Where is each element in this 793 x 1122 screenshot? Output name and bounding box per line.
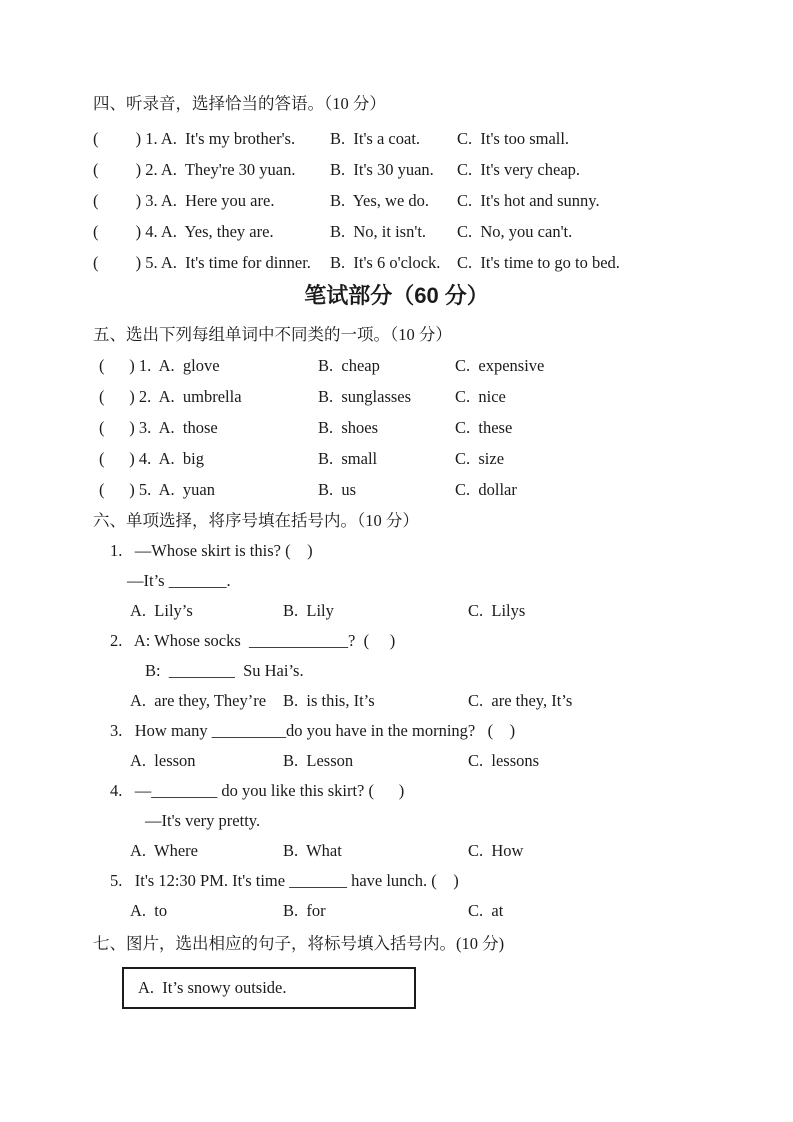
option-a: A. Where [130, 841, 198, 860]
question-5-options [93, 896, 743, 926]
option-c: C. How [468, 841, 524, 860]
option-c: C. are they, It’s [468, 691, 573, 710]
answer-bracket-and-option-a: ( ) 1. A. It's my brother's. [93, 129, 296, 148]
question-1-options [93, 596, 743, 626]
section-multiple-choice-header: 六、单项选择，将序号填在括号内。（10 分） [93, 511, 419, 530]
option-c: C. at [468, 901, 504, 920]
word-row-1 [99, 350, 743, 381]
option-b: B. sunglasses [318, 387, 412, 406]
option-b: B. for [283, 901, 326, 920]
option-b: B. It's a coat. [330, 129, 421, 148]
question-1-answer-line: —It’s _______. [127, 571, 231, 590]
answer-bracket-and-option-a: ( ) 2. A. umbrella [99, 387, 242, 406]
answer-bracket-and-option-a: ( ) 1. A. glove [99, 356, 220, 375]
option-b: B. Lily [283, 601, 334, 620]
section-picture-matching [93, 928, 743, 1009]
question-4-answer-line: —It's very pretty. [145, 811, 261, 830]
option-b: B. cheap [318, 356, 380, 375]
listening-rows [93, 123, 743, 278]
answer-bracket-and-option-a: ( ) 3. A. Here you are. [93, 191, 275, 210]
listening-row-3 [93, 185, 743, 216]
section-multiple-choice [93, 505, 743, 926]
option-c: C. It's hot and sunny. [457, 191, 600, 210]
section-word-classification [93, 319, 743, 505]
option-c: C. dollar [455, 480, 517, 499]
answer-bracket-and-option-a: ( ) 2. A. They're 30 yuan. [93, 160, 296, 179]
question-3-options [93, 746, 743, 776]
option-b: B. shoes [318, 418, 379, 437]
question-1 [93, 536, 743, 626]
option-b: B. small [318, 449, 378, 468]
option-b: B. It's 30 yuan. [330, 160, 434, 179]
option-a: A. to [130, 901, 168, 920]
answer-bracket-and-option-a: ( ) 3. A. those [99, 418, 218, 437]
sentence-option-box [122, 967, 416, 1009]
listening-row-1 [93, 123, 743, 154]
option-c: C. It's very cheap. [457, 160, 581, 179]
option-c: C. lessons [468, 751, 540, 770]
question-3-stem: 3. How many _________do you have in the morning? ( ) [110, 721, 516, 740]
question-4 [93, 776, 743, 866]
word-row-2 [99, 381, 743, 412]
option-b: B. Yes, we do. [330, 191, 430, 210]
answer-bracket-and-option-a: ( ) 5. A. yuan [99, 480, 215, 499]
answer-bracket-and-option-a: ( ) 4. A. Yes, they are. [93, 222, 274, 241]
option-b: B. What [283, 841, 342, 860]
section-listening [93, 88, 743, 278]
section-picture-matching-header: 七、图片，选出相应的句子，将标号填入括号内。(10 分) [93, 934, 505, 953]
option-b: B. It's 6 o'clock. [330, 253, 441, 272]
word-row-5 [99, 474, 743, 505]
written-part-title: 笔试部分（60 分） [304, 283, 489, 308]
question-4-stem: 4. —________ do you like this skirt? ( ) [110, 781, 405, 800]
question-2-answer-line: B: ________ Su Hai’s. [145, 661, 304, 680]
question-1-stem: 1. —Whose skirt is this? ( ) [110, 541, 313, 560]
option-c: C. nice [455, 387, 506, 406]
question-4-options [93, 836, 743, 866]
option-c: C. expensive [455, 356, 545, 375]
option-c: C. Lilys [468, 601, 526, 620]
question-2 [93, 626, 743, 716]
question-5 [93, 866, 743, 926]
section-listening-header: 四、听录音，选择恰当的答语。（10 分） [93, 94, 386, 113]
option-b: B. Lesson [283, 751, 354, 770]
answer-bracket-and-option-a: ( ) 5. A. It's time for dinner. [93, 253, 311, 272]
question-3 [93, 716, 743, 776]
answer-bracket-and-option-a: ( ) 4. A. big [99, 449, 204, 468]
option-a: A. lesson [130, 751, 196, 770]
option-b: B. No, it isn't. [330, 222, 427, 241]
option-c: C. It's time to go to bed. [457, 253, 620, 272]
word-rows [93, 350, 743, 505]
listening-row-2 [93, 154, 743, 185]
option-c: C. size [455, 449, 505, 468]
listening-row-4 [93, 216, 743, 247]
word-row-3 [99, 412, 743, 443]
sentence-option-a: A. It’s snowy outside. [138, 978, 287, 997]
option-c: C. No, you can't. [457, 222, 573, 241]
question-2-options [93, 686, 743, 716]
question-2-stem: 2. A: Whose socks ____________? ( ) [110, 631, 396, 650]
word-row-4 [99, 443, 743, 474]
option-a: A. Lily’s [130, 601, 193, 620]
question-5-stem: 5. It's 12:30 PM. It's time _______ have lunch. ( ) [110, 871, 459, 890]
option-b: B. us [318, 480, 357, 499]
option-c: C. these [455, 418, 513, 437]
option-b: B. is this, It’s [283, 691, 375, 710]
section-word-classification-header: 五、选出下列每组单词中不同类的一项。（10 分） [93, 325, 452, 344]
option-c: C. It's too small. [457, 129, 570, 148]
option-a: A. are they, They’re [130, 691, 267, 710]
listening-row-5 [93, 247, 743, 278]
